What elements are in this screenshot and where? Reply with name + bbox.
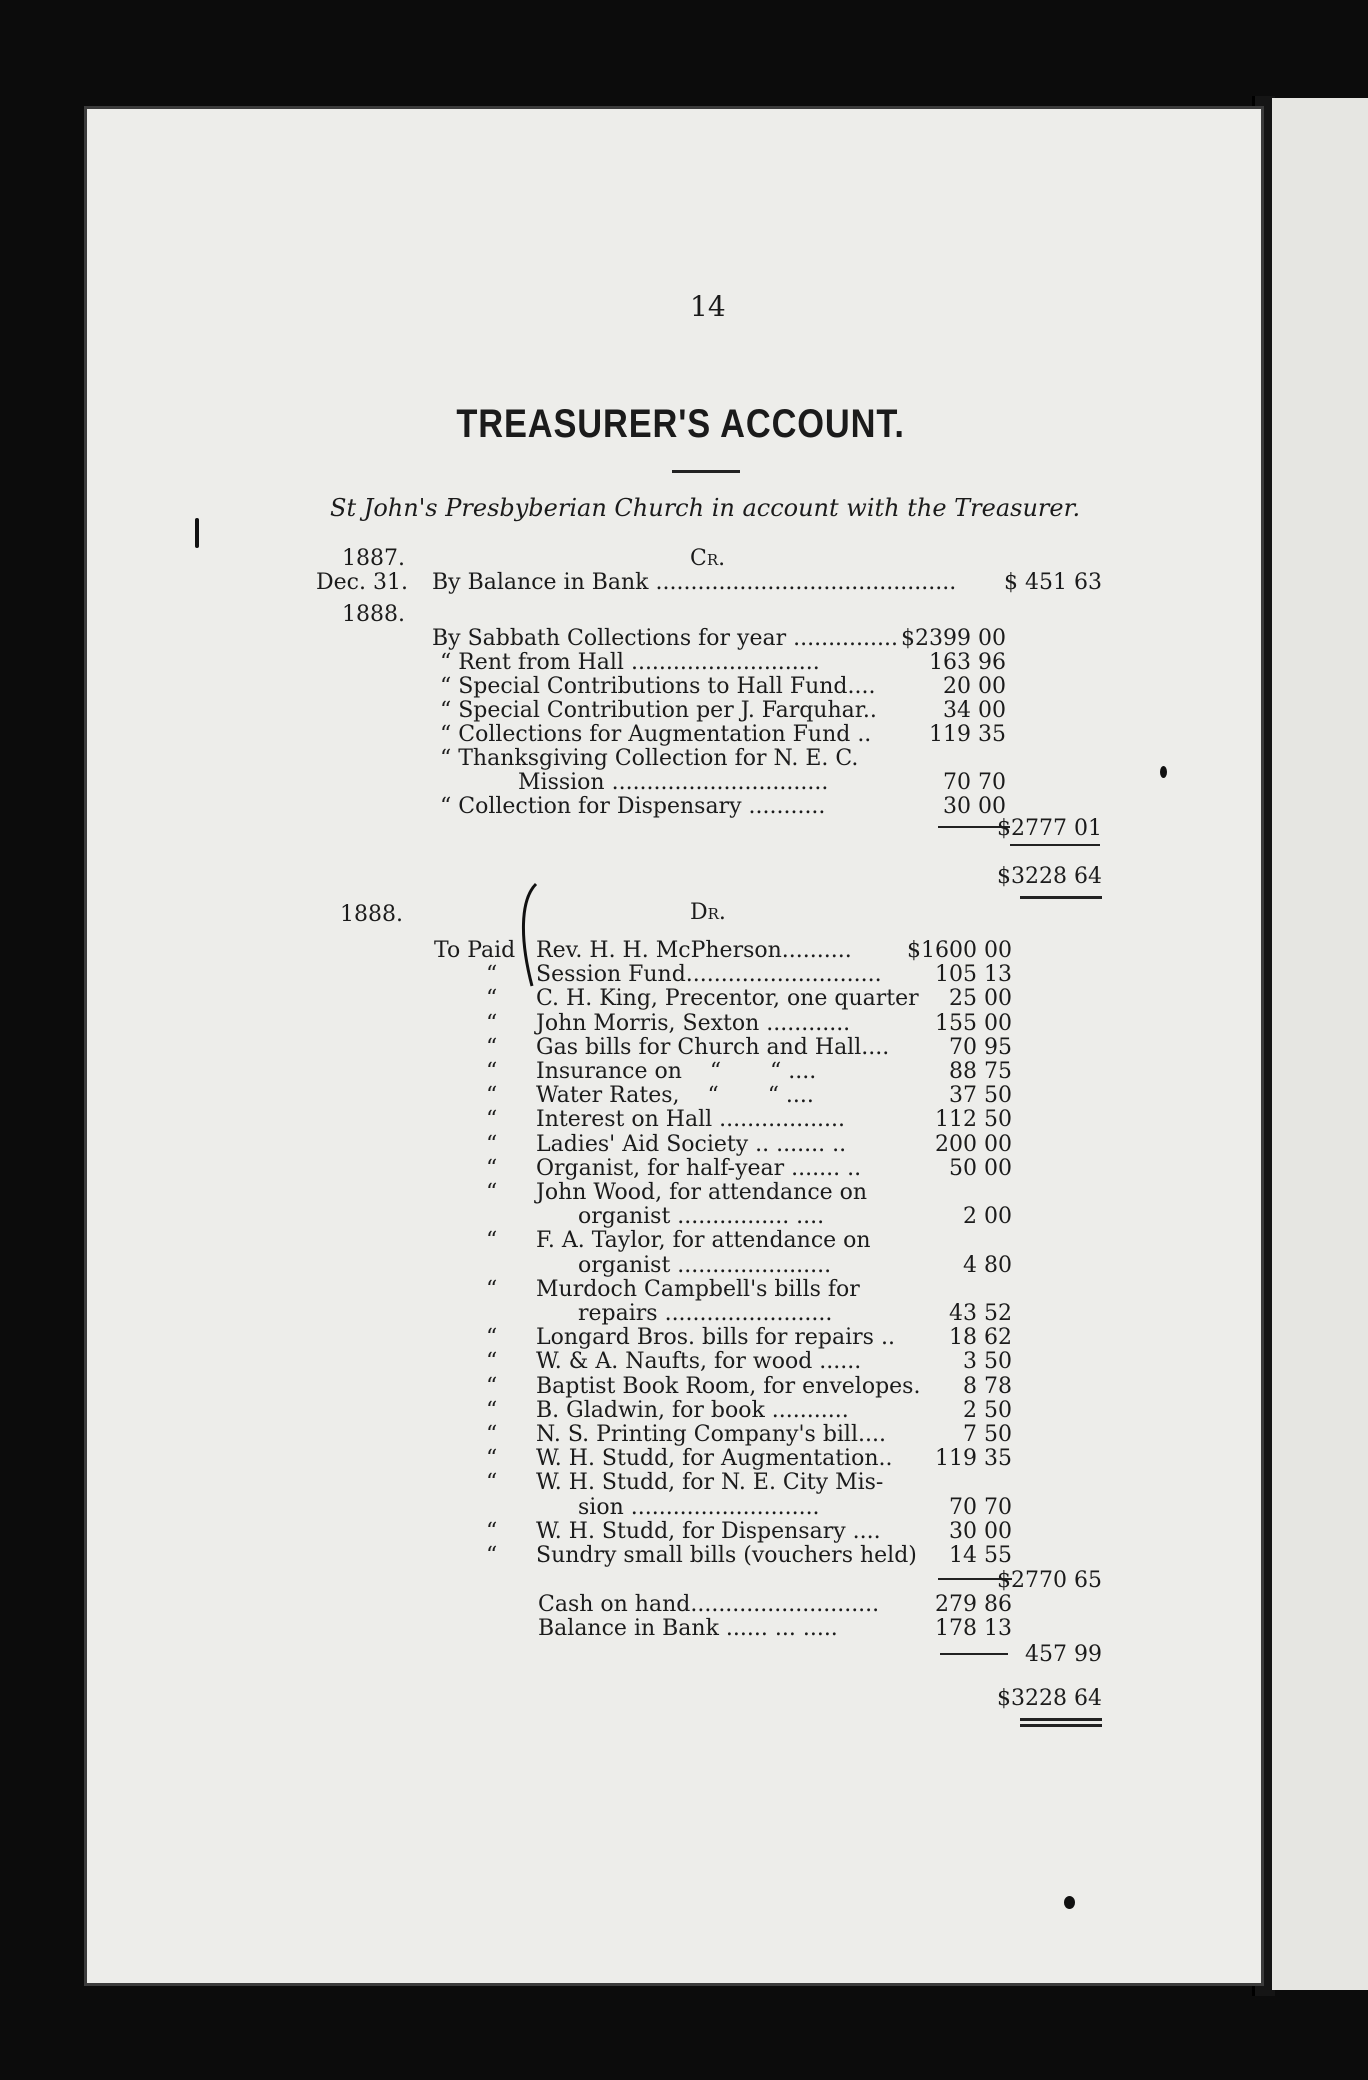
debit-item-amount: $1600 00 <box>907 938 1012 963</box>
debit-item-amount: 8 78 <box>963 1373 1012 1399</box>
page-title: TREASURER'S ACCOUNT. <box>456 402 905 446</box>
credit-item-amount: 34 00 <box>943 698 1006 723</box>
ditto-mark: “ <box>486 1518 498 1544</box>
ditto-mark: “ <box>486 1083 498 1109</box>
debit-item-amount: 70 95 <box>949 1034 1012 1060</box>
credit-balance-amount: $ 451 63 <box>1004 570 1102 595</box>
credit-total-underline <box>1020 896 1102 899</box>
debit-item-amount: 155 00 <box>935 1010 1012 1036</box>
credit-item-amount: 163 96 <box>929 650 1006 675</box>
ditto-mark: “ <box>486 1543 498 1568</box>
credit-item-label: “ Thanksgiving Collection for N. E. C. <box>440 746 859 771</box>
debit-item-amount: 7 50 <box>963 1422 1012 1447</box>
credit-total-rule <box>1010 844 1100 846</box>
debit-item-amount: 30 00 <box>949 1518 1012 1544</box>
ditto-mark: “ <box>486 986 498 1012</box>
debit-item-amount: 105 13 <box>935 962 1012 988</box>
credit-item-label: “ Collections for Augmentation Fund .. <box>440 722 872 747</box>
ditto-mark: “ <box>486 1107 498 1133</box>
debit-to-paid: To Paid <box>434 938 516 963</box>
credit-total: $3228 64 <box>997 864 1102 889</box>
debit-item-amount: 4 80 <box>963 1252 1012 1278</box>
debit-item-label: Gas bills for Church and Hall.... <box>536 1034 890 1060</box>
debit-total: $3228 64 <box>997 1686 1102 1711</box>
ditto-mark: “ <box>486 1349 498 1375</box>
credit-heading: Cr. <box>690 546 726 571</box>
debit-item-amount: 37 50 <box>949 1083 1012 1109</box>
debit-item-label: Organist, for half-year ....... .. <box>536 1155 862 1181</box>
debit-total-underline-1 <box>1020 1718 1102 1721</box>
debit-item-label: C. H. King, Precentor, one quarter <box>536 986 919 1012</box>
debit-item-label: W. H. Studd, for N. E. City Mis- <box>536 1470 884 1496</box>
cash-bank-total: 457 99 <box>1025 1642 1102 1667</box>
credit-item-label: “ Rent from Hall ........................... <box>440 650 820 675</box>
cash-amount: 279 86 <box>935 1592 1012 1617</box>
credit-item-label: Mission ............................... <box>518 770 829 795</box>
page-number: 14 <box>690 290 726 323</box>
debit-item-label: Ladies' Aid Society .. ....... .. <box>536 1131 847 1157</box>
debit-item-amount: 112 50 <box>935 1107 1012 1133</box>
ditto-mark: “ <box>486 1397 498 1423</box>
credit-subtotal: $2777 01 <box>997 816 1102 841</box>
credit-item-label: “ Collection for Dispensary ........... <box>440 794 826 819</box>
credit-item-amount: 70 70 <box>943 770 1006 795</box>
debit-item-label: Rev. H. H. McPherson.......... <box>536 938 852 963</box>
ditto-mark: “ <box>486 1325 498 1351</box>
ditto-mark: “ <box>486 1373 498 1399</box>
ditto-mark: “ <box>486 962 498 988</box>
debit-subtotal: $2770 65 <box>997 1568 1102 1593</box>
debit-item-amount: 2 50 <box>963 1397 1012 1423</box>
debit-item-label: sion ........................... <box>578 1494 820 1520</box>
debit-item-amount: 70 70 <box>949 1494 1012 1520</box>
debit-item-label: John Morris, Sexton ............ <box>536 1010 851 1036</box>
credit-item-amount: $2399 00 <box>901 626 1006 651</box>
debit-item-amount: 3 50 <box>963 1349 1012 1375</box>
debit-item-amount: 43 52 <box>949 1301 1012 1326</box>
debit-item-amount: 88 75 <box>949 1059 1012 1084</box>
debit-item-amount: 25 00 <box>949 986 1012 1012</box>
page-subtitle: St John's Presbyberian Church in account with the Treasurer. <box>330 494 1081 522</box>
debit-item-amount: 50 00 <box>949 1155 1012 1181</box>
credit-date: Dec. 31. <box>316 570 408 595</box>
ditto-mark: “ <box>486 1059 498 1084</box>
debit-item-label: Sundry small bills (vouchers held) <box>536 1543 917 1568</box>
credit-item-amount: 119 35 <box>929 722 1006 747</box>
debit-item-label: Insurance on “ “ .... <box>536 1059 817 1084</box>
debit-item-label: N. S. Printing Company's bill.... <box>536 1422 886 1447</box>
bank-label: Balance in Bank ...... ... ..... <box>538 1616 838 1641</box>
debit-item-label: W. H. Studd, for Augmentation.. <box>536 1446 893 1472</box>
debit-item-label: Water Rates, “ “ .... <box>536 1083 814 1109</box>
debit-item-label: organist ................ .... <box>578 1204 825 1230</box>
ditto-mark: “ <box>486 1276 498 1302</box>
debit-item-label: Longard Bros. bills for repairs .. <box>536 1325 895 1351</box>
adjacent-page-edge <box>1272 98 1368 1990</box>
ditto-mark: “ <box>486 1422 498 1447</box>
debit-item-amount: 18 62 <box>949 1325 1012 1351</box>
debit-item-amount: 14 55 <box>949 1543 1012 1568</box>
ditto-mark: “ <box>486 1034 498 1060</box>
debit-item-label: John Wood, for attendance on <box>536 1180 868 1205</box>
scan-mark <box>1064 1896 1075 1909</box>
debit-heading: Dr. <box>690 900 726 925</box>
debit-item-label: F. A. Taylor, for attendance on <box>536 1228 871 1254</box>
ditto-mark: “ <box>486 1131 498 1157</box>
credit-item-amount: 20 00 <box>943 674 1006 699</box>
credit-item-label: “ Special Contributions to Hall Fund.... <box>440 674 876 699</box>
scan-mark <box>1160 766 1167 778</box>
debit-item-label: B. Gladwin, for book ........... <box>536 1397 849 1423</box>
ditto-mark: “ <box>486 1010 498 1036</box>
debit-item-label: W. & A. Naufts, for wood ...... <box>536 1349 862 1375</box>
title-rule <box>672 470 740 473</box>
ditto-mark: “ <box>486 1470 498 1496</box>
ditto-mark: “ <box>486 1155 498 1181</box>
credit-item-label: “ Special Contribution per J. Farquhar.. <box>440 698 877 723</box>
cash-label: Cash on hand........................... <box>538 1592 880 1617</box>
ditto-mark: “ <box>486 1228 498 1254</box>
bank-amount: 178 13 <box>935 1616 1012 1641</box>
debit-item-amount: 2 00 <box>963 1204 1012 1230</box>
debit-item-label: repairs ........................ <box>578 1301 833 1326</box>
debit-item-label: Murdoch Campbell's bills for <box>536 1276 860 1302</box>
debit-item-amount: 200 00 <box>935 1131 1012 1157</box>
debit-year: 1888. <box>340 902 403 927</box>
debit-item-label: Baptist Book Room, for envelopes. <box>536 1373 921 1399</box>
debit-item-amount: 119 35 <box>935 1446 1012 1472</box>
ditto-mark: “ <box>486 1180 498 1205</box>
debit-item-label: organist ...................... <box>578 1252 832 1278</box>
credit-balance-label: By Balance in Bank ........................................... <box>432 570 957 595</box>
credit-year-1888: 1888. <box>342 602 405 627</box>
debit-total-underline-2 <box>1020 1724 1102 1727</box>
debit-item-label: Session Fund............................ <box>536 962 882 988</box>
credit-item-amount: 30 00 <box>943 794 1006 819</box>
credit-year-1887: 1887. <box>342 546 405 571</box>
debit-item-label: W. H. Studd, for Dispensary .... <box>536 1518 881 1544</box>
ditto-mark: “ <box>486 1446 498 1472</box>
credit-item-label: By Sabbath Collections for year ............... <box>432 626 898 651</box>
debit-item-label: Interest on Hall .................. <box>536 1107 846 1133</box>
scan-mark <box>195 518 199 548</box>
